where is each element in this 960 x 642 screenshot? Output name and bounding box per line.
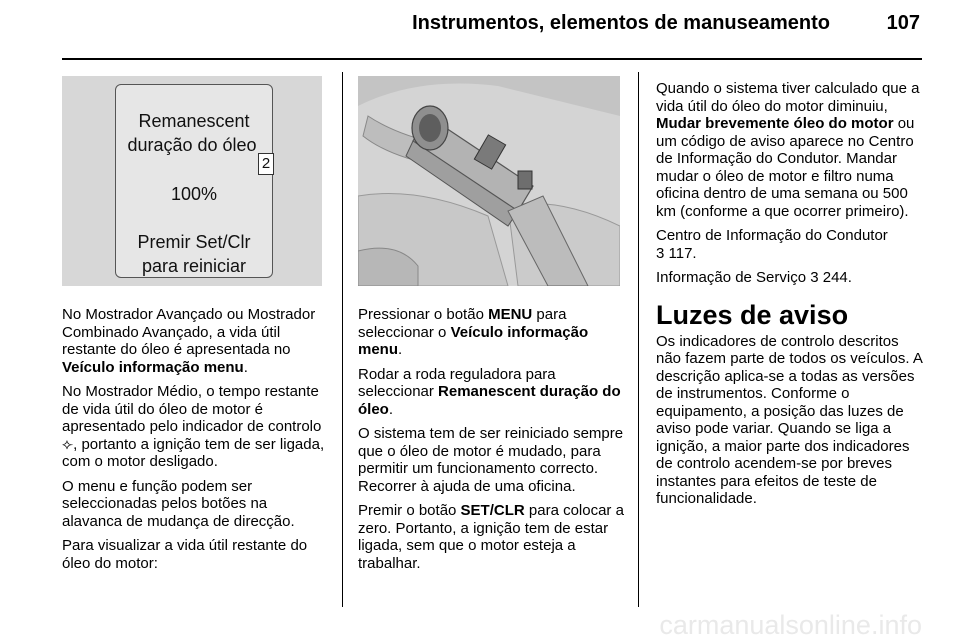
col2-p4-text-end: para colocar a zero. Portanto, a ignição tem de estar ligada, sem que o motor esteja a trabalhar. xyxy=(358,502,624,572)
col1-paragraph-1 xyxy=(62,306,327,376)
col3-paragraph-2 xyxy=(656,227,924,262)
column-2 xyxy=(358,306,628,579)
col2-paragraph-3: O sistema tem de ser reiniciado sempre que o óleo de motor é mudado, para permitir um funcionamento correcto. Recorrer à ajuda de uma oficina. xyxy=(358,425,624,495)
col3-p1-text-end: ou um código de aviso aparece no Centro de Informação do Condutor. Mandar mudar o óleo de motor e filtro numa oficina dentro de uma semana ou 500 km (conforme a que ocorrer primeiro). xyxy=(656,115,915,220)
col3-paragraph-4: Os indicadores de controlo descritos não fazem parte de todos os veículos. A descrição aplica-se a todas as versões de instrumentos. Conforme o equipamento, a posição das luzes de aviso pode variar. Quando se liga a ignição, a maior parte dos indicadores de controlo acendem-se por breves instantes para efeitos de teste de funcionalidade. xyxy=(656,332,923,507)
column-1 xyxy=(62,306,327,579)
display-line-1: Remanescent xyxy=(138,111,250,131)
page-number: 107 xyxy=(886,12,920,34)
col1-p1-period: . xyxy=(243,358,248,376)
column-divider-1 xyxy=(342,72,343,607)
col2-p2-period: . xyxy=(388,400,394,418)
col3-paragraph-1 xyxy=(656,80,924,220)
display-percent: 100% xyxy=(170,184,218,204)
oil-indicator-icon: ⟣ xyxy=(62,435,74,453)
display-line-3: Premir Set/Clr xyxy=(137,232,251,252)
col2-p1-button: MENU xyxy=(488,306,533,323)
col1-p1-menu-name: Veículo informação menu xyxy=(62,358,244,376)
col2-paragraph-2 xyxy=(358,366,628,419)
display-line-4: para reiniciar xyxy=(141,256,247,276)
col2-p2-text: Rodar a roda reguladora para seleccionar xyxy=(358,365,556,400)
display-page-badge: 2 xyxy=(258,153,274,175)
watermark: carmanualsonline.info xyxy=(659,610,922,640)
turn-signal-lever-illustration xyxy=(358,76,620,286)
col1-paragraph-2 xyxy=(62,383,327,471)
col2-p1-text: Pressionar o botão xyxy=(358,306,489,323)
header-rule xyxy=(62,58,922,60)
col3-p2-page-ref: 3 117. xyxy=(656,244,697,262)
col1-paragraph-4: Para visualizar a vida útil restante do óleo do motor: xyxy=(62,537,308,572)
col2-p4-text: Premir o botão xyxy=(358,502,461,519)
column-3 xyxy=(656,80,924,515)
column-divider-2 xyxy=(638,72,639,607)
display-line-2: duração do óleo xyxy=(127,135,257,155)
section-heading: Luzes de aviso xyxy=(656,299,849,330)
col1-p2-text-end: , portanto a ignição tem de ser ligada, com o motor desligado. xyxy=(62,435,325,470)
col3-p1-message: Mudar brevemente óleo do motor xyxy=(656,115,894,132)
header-title: Instrumentos, elementos de manuseamento xyxy=(412,12,830,34)
col3-p1-text: Quando o sistema tiver calculado que a vida útil do óleo do motor diminuiu, xyxy=(656,80,920,115)
col2-p4-button: SET/CLR xyxy=(460,502,525,519)
col2-paragraph-4 xyxy=(358,502,628,572)
col1-paragraph-3: O menu e função podem ser seleccionadas pelos botões na alavanca de mudança de direcção. xyxy=(62,477,295,530)
col1-p1-text: No Mostrador Avançado ou Mostrador Combinado Avançado, a vida útil restante do óleo é apresentada no xyxy=(62,306,316,358)
col3-paragraph-3: Informação de Serviço 3 244. xyxy=(656,269,852,286)
col2-p1-text-2: para seleccionar o xyxy=(358,306,567,341)
col2-p2-item-name: Remanescent duração do óleo xyxy=(358,383,621,418)
col2-paragraph-1 xyxy=(358,306,628,359)
col3-p2-text: Centro de Informação do Condutor xyxy=(656,227,888,244)
col2-p1-period: . xyxy=(398,341,403,358)
oil-life-display xyxy=(115,84,273,278)
col1-p2-text: No Mostrador Médio, o tempo restante de vida útil do óleo de motor é apresentado pelo indicador de controlo xyxy=(62,383,322,435)
col2-p1-menu-name: Veículo informação menu xyxy=(358,323,589,358)
